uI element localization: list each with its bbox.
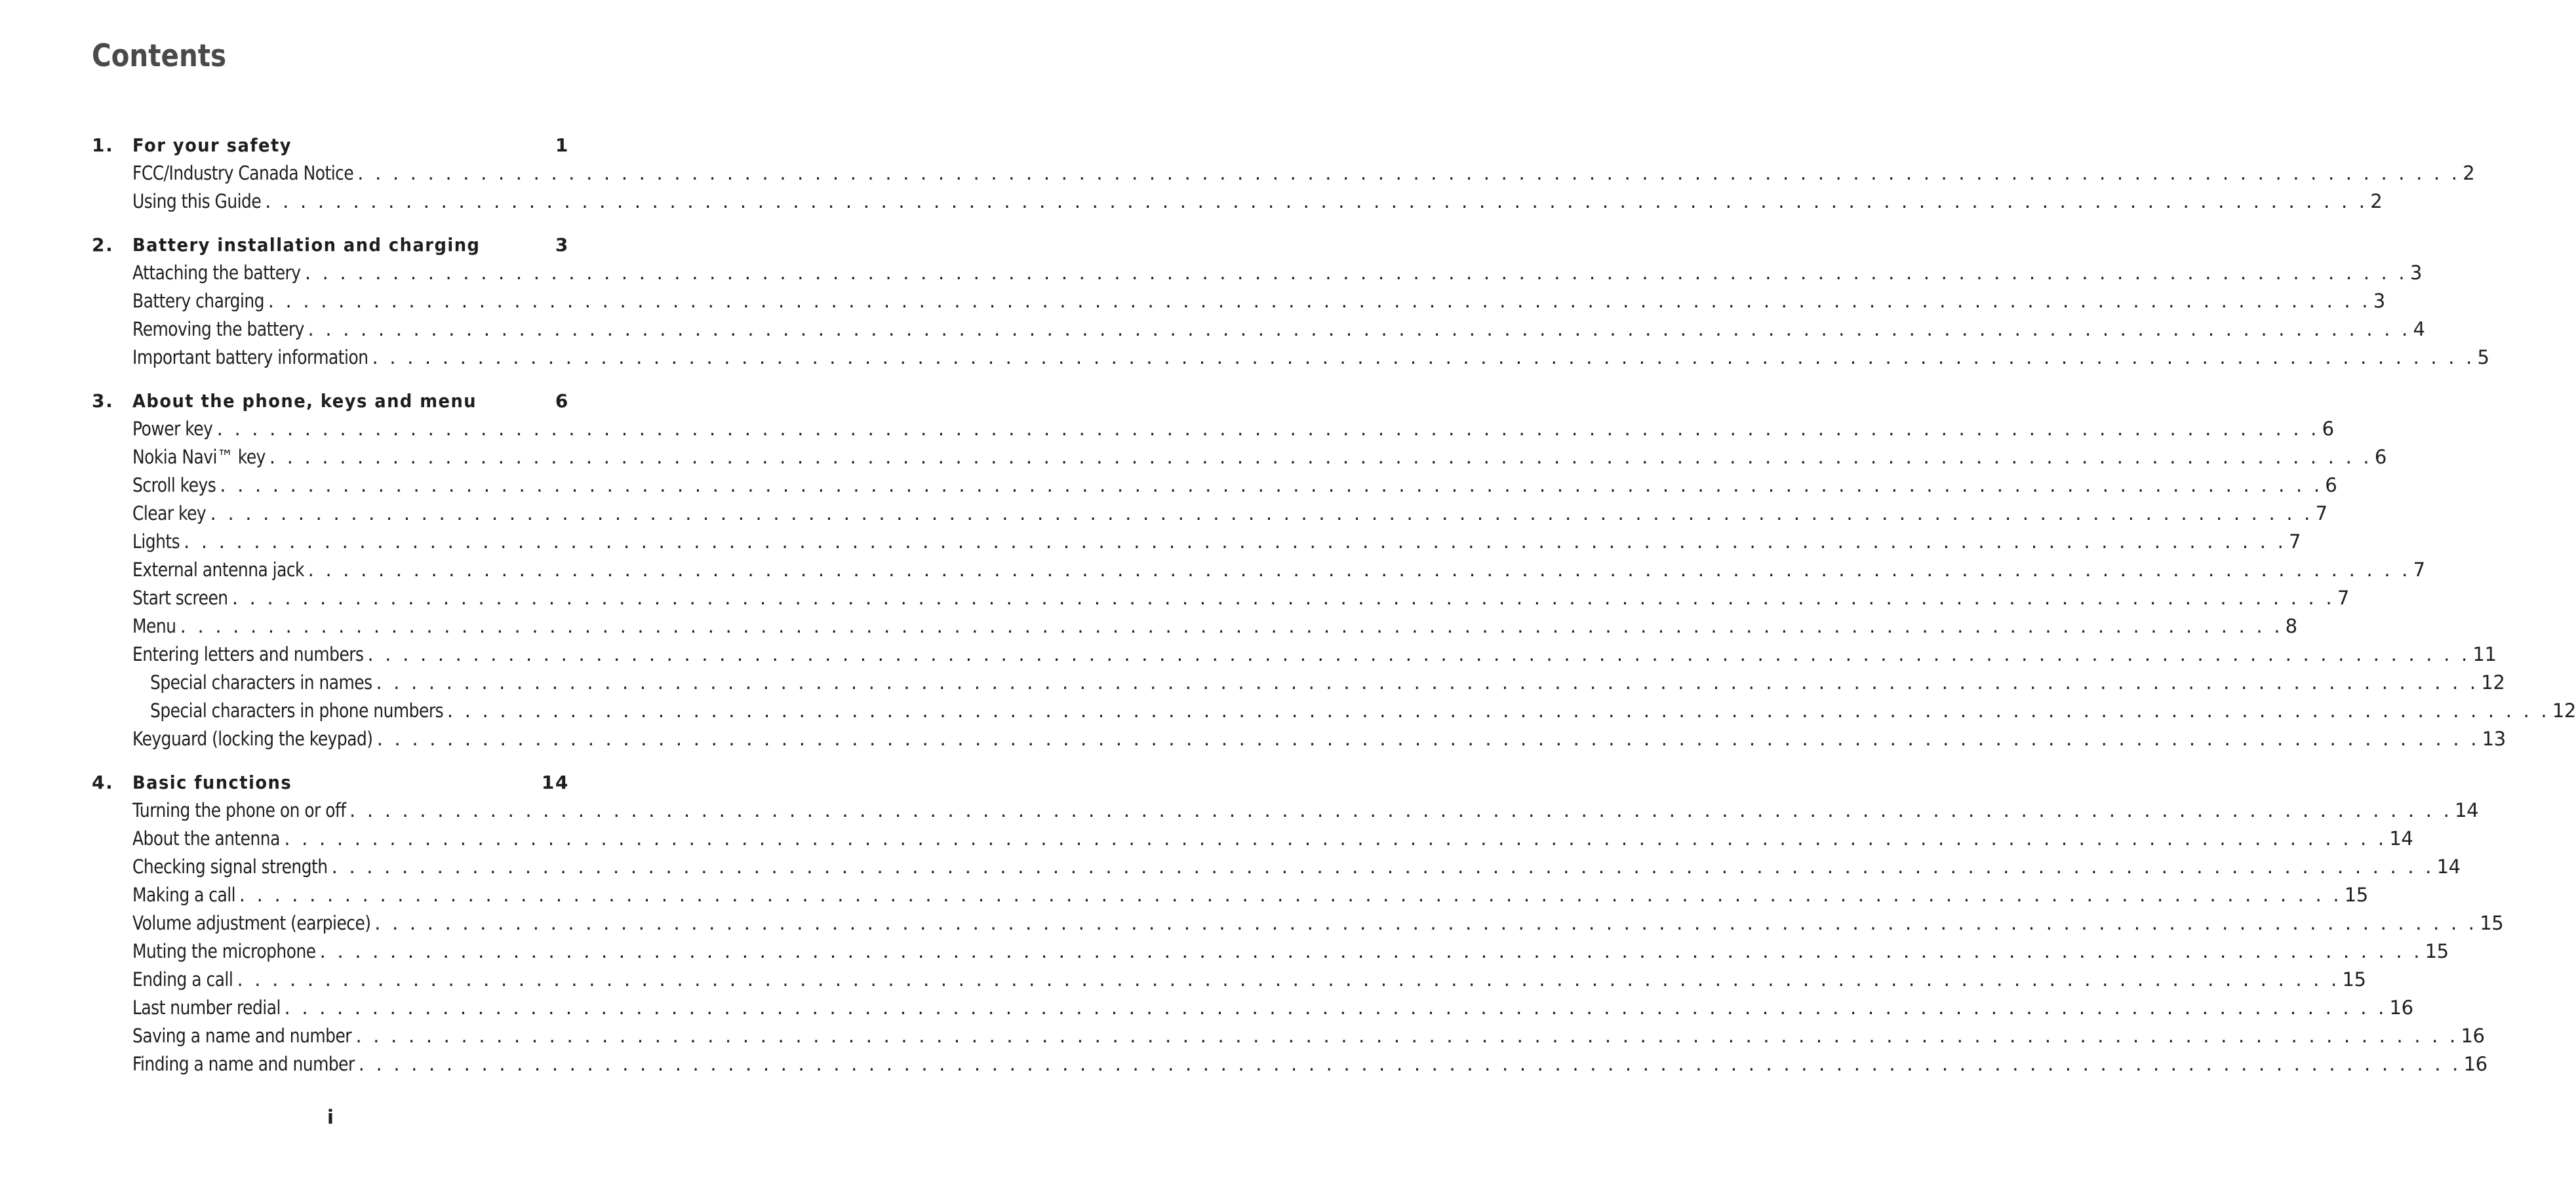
entry-page-number: 6 [2325, 474, 2337, 496]
dot-leader: . . . . . . . . . . . . . . . . . . . . . . . . . . . . . . . . . . . . . . . . . . . . . . . . . . . . . . . . . . . . . . . . . . . . . . . . . . . . . . . . . . . . . . . . . . . . . . . . . . . . . . . . . . . . . . . . . . . . . . . . [358, 1053, 2461, 1075]
page-title: Contents [92, 38, 227, 74]
entry-page-number: 16 [2389, 996, 2413, 1019]
toc-entry[interactable] [92, 287, 2385, 315]
entry-title: Keyguard (locking the keypad) [132, 728, 373, 750]
entry-page-number: 16 [2461, 1025, 2485, 1047]
entry-title: Important battery information [132, 346, 368, 368]
dot-leader: . . . . . . . . . . . . . . . . . . . . . . . . . . . . . . . . . . . . . . . . . . . . . . . . . . . . . . . . . . . . . . . . . . . . . . . . . . . . . . . . . . . . . . . . . . . . . . . . . . . . . . . . . . . . . . . . . . . . . . . . [184, 530, 2287, 553]
dot-leader: . . . . . . . . . . . . . . . . . . . . . . . . . . . . . . . . . . . . . . . . . . . . . . . . . . . . . . . . . . . . . . . . . . . . . . . . . . . . . . . . . . . . . . . . . . . . . . . . . . . . . . . . . . . . . . . . . . . . . . . . [284, 996, 2387, 1019]
toc-entry[interactable] [92, 471, 2337, 500]
dot-leader: . . . . . . . . . . . . . . . . . . . . . . . . . . . . . . . . . . . . . . . . . . . . . . . . . . . . . . . . . . . . . . . . . . . . . . . . . . . . . . . . . . . . . . . . . . . . . . . . . . . . . . . . . . . . . . . . . . . . . . . . [367, 643, 2470, 665]
toc-section-heading[interactable] [92, 131, 572, 159]
entry-page-number: 14 [2436, 856, 2461, 878]
dot-leader: . . . . . . . . . . . . . . . . . . . . . . . . . . . . . . . . . . . . . . . . . . . . . . . . . . . . . . . . . . . . . . . . . . . . . . . . . . . . . . . . . . . . . . . . . . . . . . . . . . . . . . . . . . . . . . . . . . . . . . . . [376, 671, 2479, 694]
dot-leader: . . . . . . . . . . . . . . . . . . . . . . . . . . . . . . . . . . . . . . . . . . . . . . . . . . . . . . . . . . . . . . . . . . . . . . . . . . . . . . . . . . . . . . . . . . . . . . . . . . . . . . . . . . . . . . . . . . . . . . . . [376, 728, 2480, 750]
section-page-number: 6 [555, 390, 569, 412]
toc-entry[interactable] [92, 259, 2422, 287]
dot-leader: . . . . . . . . . . . . . . . . . . . . . . . . . . . . . . . . . . . . . . . . . . . . . . . . . . . . . . . . . . . . . . . . . . . . . . . . . . . . . . . . . . . . . . . . . . . . . . . . . . . . . . . . . . . . . . . . . . . . . . . . [319, 940, 2423, 962]
dot-leader: . . . . . . . . . . . . . . . . . . . . . . . . . . . . . . . . . . . . . . . . . . . . . . . . . . . . . . . . . . . . . . . . . . . . . . . . . . . . . . . . . . . . . . . . . . . . . . . . . . . . . . . . . . . . . . . . . . . . . . . . [307, 559, 2411, 581]
entry-page-number: 11 [2472, 643, 2497, 665]
section-title: Battery installation and charging [132, 234, 481, 256]
section-title: About the phone, keys and menu [132, 390, 477, 412]
toc-entry[interactable] [92, 725, 2506, 753]
dot-leader: . . . . . . . . . . . . . . . . . . . . . . . . . . . . . . . . . . . . . . . . . . . . . . . . . . . . . . . . . . . . . . . . . . . . . . . . . . . . . . . . . . . . . . . . . . . . . . . . . . . . . . . . . . . . . . . . . . . . . . . . [269, 446, 2372, 468]
entry-title: Removing the battery [132, 318, 304, 340]
entry-page-number: 8 [2285, 615, 2297, 637]
entry-title: Last number redial [132, 996, 281, 1019]
toc-entry[interactable] [92, 443, 2387, 471]
entry-title: Lights [132, 530, 180, 553]
toc-entry[interactable] [92, 315, 2425, 344]
entry-page-number: 2 [2370, 190, 2383, 212]
dot-leader: . . . . . . . . . . . . . . . . . . . . . . . . . . . . . . . . . . . . . . . . . . . . . . . . . . . . . . . . . . . . . . . . . . . . . . . . . . . . . . . . . . . . . . . . . . . . . . . . . . . . . . . . . . . . . . . . . . . . . . . . [357, 162, 2461, 184]
entry-page-number: 7 [2315, 502, 2328, 524]
entry-page-number: 15 [2480, 912, 2504, 934]
entry-title: Volume adjustment (earpiece) [132, 912, 371, 934]
dot-leader: . . . . . . . . . . . . . . . . . . . . . . . . . . . . . . . . . . . . . . . . . . . . . . . . . . . . . . . . . . . . . . . . . . . . . . . . . . . . . . . . . . . . . . . . . . . . . . . . . . . . . . . . . . . . . . . . . . . . . . . . [372, 346, 2475, 368]
toc-entry[interactable] [92, 853, 2461, 881]
toc-entry[interactable] [92, 344, 2489, 372]
entry-page-number: 14 [2389, 827, 2413, 850]
entry-title: Start screen [132, 587, 228, 609]
dot-leader: . . . . . . . . . . . . . . . . . . . . . . . . . . . . . . . . . . . . . . . . . . . . . . . . . . . . . . . . . . . . . . . . . . . . . . . . . . . . . . . . . . . . . . . . . . . . . . . . . . . . . . . . . . . . . . . . . . . . . . . . [307, 318, 2411, 340]
entry-title: Special characters in names [150, 671, 372, 694]
entry-title: Finding a name and number [132, 1053, 355, 1075]
toc-entry[interactable] [92, 994, 2413, 1022]
entry-title: Menu [132, 615, 176, 637]
dot-leader: . . . . . . . . . . . . . . . . . . . . . . . . . . . . . . . . . . . . . . . . . . . . . . . . . . . . . . . . . . . . . . . . . . . . . . . . . . . . . . . . . . . . . . . . . . . . . . . . . . . . . . . . . . . . . . . . . . . . . . . . [268, 290, 2371, 312]
toc-section [92, 231, 2489, 372]
dot-leader: . . . . . . . . . . . . . . . . . . . . . . . . . . . . . . . . . . . . . . . . . . . . . . . . . . . . . . . . . . . . . . . . . . . . . . . . . . . . . . . . . . . . . . . . . . . . . . . . . . . . . . . . . . . . . . . . . . . . . . . . [331, 856, 2434, 878]
dot-leader: . . . . . . . . . . . . . . . . . . . . . . . . . . . . . . . . . . . . . . . . . . . . . . . . . . . . . . . . . . . . . . . . . . . . . . . . . . . . . . . . . . . . . . . . . . . . . . . . . . . . . . . . . . . . . . . . . . . . . . . . [239, 884, 2342, 906]
toc-section [92, 131, 2475, 216]
toc-entry[interactable] [92, 187, 2383, 216]
dot-leader: . . . . . . . . . . . . . . . . . . . . . . . . . . . . . . . . . . . . . . . . . . . . . . . . . . . . . . . . . . . . . . . . . . . . . . . . . . . . . . . . . . . . . . . . . . . . . . . . . . . . . . . . . . . . . . . . . . . . . . . . [349, 799, 2453, 821]
entry-title: Making a call [132, 884, 236, 906]
entry-title: Checking signal strength [132, 856, 328, 878]
dot-leader: . . . . . . . . . . . . . . . . . . . . . . . . . . . . . . . . . . . . . . . . . . . . . . . . . . . . . . . . . . . . . . . . . . . . . . . . . . . . . . . . . . . . . . . . . . . . . . . . . . . . . . . . . . . . . . . . . . . . . . . . [265, 190, 2368, 212]
toc-entry[interactable] [92, 797, 2479, 825]
entry-title: About the antenna [132, 827, 280, 850]
entry-page-number: 13 [2482, 728, 2506, 750]
entry-page-number: 7 [2413, 559, 2425, 581]
toc-section-heading[interactable] [92, 768, 572, 797]
section-title: For your safety [132, 134, 292, 156]
entry-title: Ending a call [132, 968, 233, 991]
entry-title: Nokia Navi™ key [132, 446, 266, 468]
toc-entry[interactable] [92, 500, 2328, 528]
toc-entry[interactable] [92, 528, 2301, 556]
section-number: 1. [92, 134, 114, 156]
section-number: 4. [92, 772, 114, 793]
entry-page-number: 3 [2373, 290, 2385, 312]
toc-entry[interactable] [92, 966, 2366, 994]
dot-leader: . . . . . . . . . . . . . . . . . . . . . . . . . . . . . . . . . . . . . . . . . . . . . . . . . . . . . . . . . . . . . . . . . . . . . . . . . . . . . . . . . . . . . . . . . . . . . . . . . . . . . . . . . . . . . . . . . . . . . . . . [220, 474, 2323, 496]
entry-title: Power key [132, 418, 213, 440]
entry-page-number: 15 [2342, 968, 2366, 991]
entry-title: Saving a name and number [132, 1025, 352, 1047]
entry-title: Scroll keys [132, 474, 216, 496]
dot-leader: . . . . . . . . . . . . . . . . . . . . . . . . . . . . . . . . . . . . . . . . . . . . . . . . . . . . . . . . . . . . . . . . . . . . . . . . . . . . . . . . . . . . . . . . . . . . . . . . . . . . . . . . . . . . . . . . . . . . . . . . [210, 502, 2313, 524]
dot-leader: . . . . . . . . . . . . . . . . . . . . . . . . . . . . . . . . . . . . . . . . . . . . . . . . . . . . . . . . . . . . . . . . . . . . . . . . . . . . . . . . . . . . . . . . . . . . . . . . . . . . . . . . . . . . . . . . . . . . . . . . [237, 968, 2340, 991]
toc-entry[interactable] [92, 1050, 2487, 1078]
table-of-contents [92, 131, 2576, 1078]
entry-title: Battery charging [132, 290, 264, 312]
toc-entry[interactable] [92, 909, 2504, 937]
entry-title: External antenna jack [132, 559, 304, 581]
toc-entry[interactable] [92, 937, 2449, 966]
entry-page-number: 6 [2374, 446, 2387, 468]
toc-entry[interactable] [92, 612, 2297, 640]
entry-page-number: 5 [2477, 346, 2489, 368]
entry-page-number: 4 [2413, 318, 2425, 340]
dot-leader: . . . . . . . . . . . . . . . . . . . . . . . . . . . . . . . . . . . . . . . . . . . . . . . . . . . . . . . . . . . . . . . . . . . . . . . . . . . . . . . . . . . . . . . . . . . . . . . . . . . . . . . . . . . . . . . . . . . . . . . . [284, 827, 2387, 850]
entry-page-number: 2 [2463, 162, 2475, 184]
dot-leader: . . . . . . . . . . . . . . . . . . . . . . . . . . . . . . . . . . . . . . . . . . . . . . . . . . . . . . . . . . . . . . . . . . . . . . . . . . . . . . . . . . . . . . . . . . . . . . . . . . . . . . . . . . . . . . . . . . . . . . . . [216, 418, 2320, 440]
entry-page-number: 12 [2481, 671, 2505, 694]
toc-section-heading[interactable] [92, 231, 572, 259]
toc-entry[interactable] [92, 1022, 2485, 1050]
section-number: 2. [92, 234, 114, 256]
section-page-number: 3 [555, 234, 569, 256]
entry-title: Using this Guide [132, 190, 262, 212]
entry-page-number: 16 [2463, 1053, 2487, 1075]
section-title: Basic functions [132, 772, 292, 793]
dot-leader: . . . . . . . . . . . . . . . . . . . . . . . . . . . . . . . . . . . . . . . . . . . . . . . . . . . . . . . . . . . . . . . . . . . . . . . . . . . . . . . . . . . . . . . . . . . . . . . . . . . . . . . . . . . . . . . . . . . . . . . . [231, 587, 2335, 609]
entry-title: Clear key [132, 502, 207, 524]
toc-entry[interactable] [92, 556, 2425, 584]
entry-page-number: 6 [2322, 418, 2334, 440]
entry-page-number: 7 [2289, 530, 2301, 553]
entry-title: Muting the microphone [132, 940, 316, 962]
section-page-number: 14 [541, 772, 569, 793]
entry-page-number: 12 [2552, 699, 2576, 722]
entry-page-number: 14 [2455, 799, 2479, 821]
dot-leader: . . . . . . . . . . . . . . . . . . . . . . . . . . . . . . . . . . . . . . . . . . . . . . . . . . . . . . . . . . . . . . . . . . . . . . . . . . . . . . . . . . . . . . . . . . . . . . . . . . . . . . . . . . . . . . . . . . . . . . . . [304, 262, 2408, 284]
entry-page-number: 15 [2344, 884, 2368, 906]
toc-section [92, 387, 2576, 753]
entry-title: Entering letters and numbers [132, 643, 364, 665]
entry-title: Special characters in phone numbers [150, 699, 444, 722]
entry-title: Attaching the battery [132, 262, 301, 284]
page-number: i [327, 1106, 334, 1128]
toc-section [92, 768, 2504, 1078]
entry-title: FCC/Industry Canada Notice [132, 162, 354, 184]
entry-title: Turning the phone on or off [132, 799, 346, 821]
toc-entry[interactable] [92, 640, 2497, 669]
toc-entry[interactable] [92, 881, 2368, 909]
toc-entry[interactable] [92, 584, 2349, 612]
toc-section-heading[interactable] [92, 387, 572, 415]
section-page-number: 1 [555, 134, 569, 156]
entry-page-number: 7 [2337, 587, 2349, 609]
toc-entry[interactable] [92, 669, 2505, 697]
entry-page-number: 15 [2425, 940, 2449, 962]
toc-entry[interactable] [92, 697, 2576, 725]
toc-entry[interactable] [92, 159, 2475, 187]
toc-entry[interactable] [92, 415, 2334, 443]
section-number: 3. [92, 390, 114, 412]
dot-leader: . . . . . . . . . . . . . . . . . . . . . . . . . . . . . . . . . . . . . . . . . . . . . . . . . . . . . . . . . . . . . . . . . . . . . . . . . . . . . . . . . . . . . . . . . . . . . . . . . . . . . . . . . . . . . . . . . . . . . . . . [446, 699, 2550, 722]
dot-leader: . . . . . . . . . . . . . . . . . . . . . . . . . . . . . . . . . . . . . . . . . . . . . . . . . . . . . . . . . . . . . . . . . . . . . . . . . . . . . . . . . . . . . . . . . . . . . . . . . . . . . . . . . . . . . . . . . . . . . . . . [355, 1025, 2459, 1047]
dot-leader: . . . . . . . . . . . . . . . . . . . . . . . . . . . . . . . . . . . . . . . . . . . . . . . . . . . . . . . . . . . . . . . . . . . . . . . . . . . . . . . . . . . . . . . . . . . . . . . . . . . . . . . . . . . . . . . . . . . . . . . . [180, 615, 2283, 637]
dot-leader: . . . . . . . . . . . . . . . . . . . . . . . . . . . . . . . . . . . . . . . . . . . . . . . . . . . . . . . . . . . . . . . . . . . . . . . . . . . . . . . . . . . . . . . . . . . . . . . . . . . . . . . . . . . . . . . . . . . . . . . . [374, 912, 2478, 934]
entry-page-number: 3 [2409, 262, 2422, 284]
toc-entry[interactable] [92, 825, 2413, 853]
